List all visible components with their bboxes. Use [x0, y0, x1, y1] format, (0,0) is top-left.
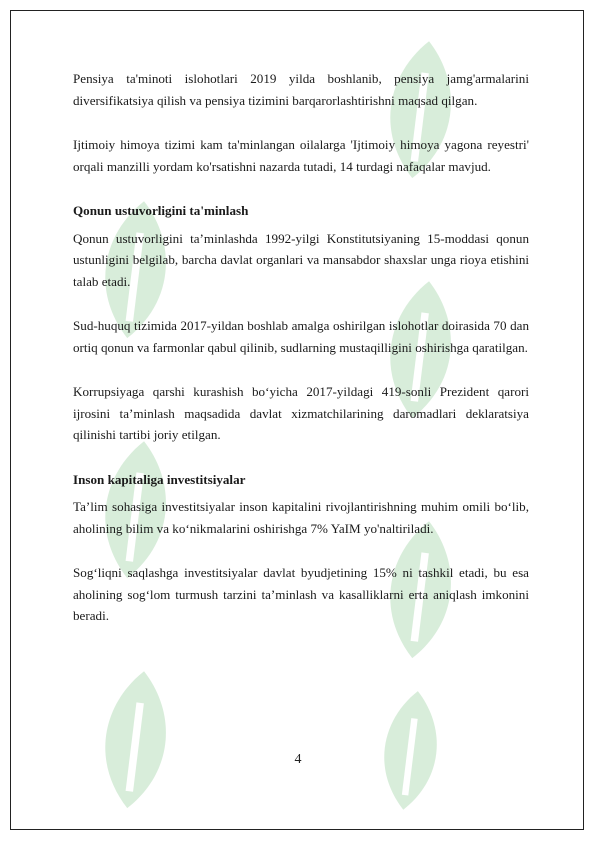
- page-number: 4: [294, 752, 302, 767]
- paragraph-anti-corruption: Korrupsiyaga qarshi kurashish bo‘yicha 2017-yildagi 419-sonli Prezident qarori ijrosini ta’minlash maqsadida davlat xizmatchilarining daromadlari deklaratsiya qilinishi tartibi joriy etilgan.: [73, 384, 529, 442]
- paragraph-constitution: Qonun ustuvorligini ta’minlashda 1992-yilgi Konstitutsiyaning 15-moddasi qonun ustunligini belgilab, barcha davlat organlari va mansabdor shaxslar unga rioya etishini talab etadi.: [73, 230, 529, 289]
- heading-rule-of-law: Qonun ustuvorligini ta'minlash: [73, 203, 249, 218]
- paragraph-education: Ta’lim sohasiga investitsiyalar inson kapitalini rivojlantirishning muhim omili bo‘lib, aholining bilim va ko‘nikmalarini oshirishga 7% YaIM yo'naltiriladi.: [73, 499, 529, 536]
- paragraph-judicial-reform: Sud-huquq tizimida 2017-yildan boshlab amalga oshirilgan islohotlar doirasida 70 dan ortiq qonun va farmonlar qabul qilinib, sudlarning mustaqilligini oshirishga qaratilgan.: [73, 318, 529, 355]
- paragraph-pension-reform: Pensiya ta'minoti islohotlari 2019 yilda boshlanib, pensiya jamg'armalarini diversifikatsiya qilish va pensiya tizimini barqarorlashtirishni maqsad qilgan.: [73, 71, 529, 108]
- paragraph-healthcare: Sog‘liqni saqlashga investitsiyalar davlat byudjetining 15% ni tashkil etadi, bu esa aholining sog‘lom turmush tarzini ta’minlash va kasalliklarni erta aniqlash imkonini beradi.: [73, 565, 529, 623]
- document-body: [73, 68, 529, 627]
- paragraph-social-protection: Ijtimoiy himoya tizimi kam ta'minlangan oilalarga 'Ijtimoiy himoya yagona reyestri' orqali manzilli yordam ko'rsatishni nazarda tutadi, 14 turdagi nafaqalar mavjud.: [73, 137, 529, 174]
- heading-human-capital: Inson kapitaliga investitsiyalar: [73, 471, 246, 487]
